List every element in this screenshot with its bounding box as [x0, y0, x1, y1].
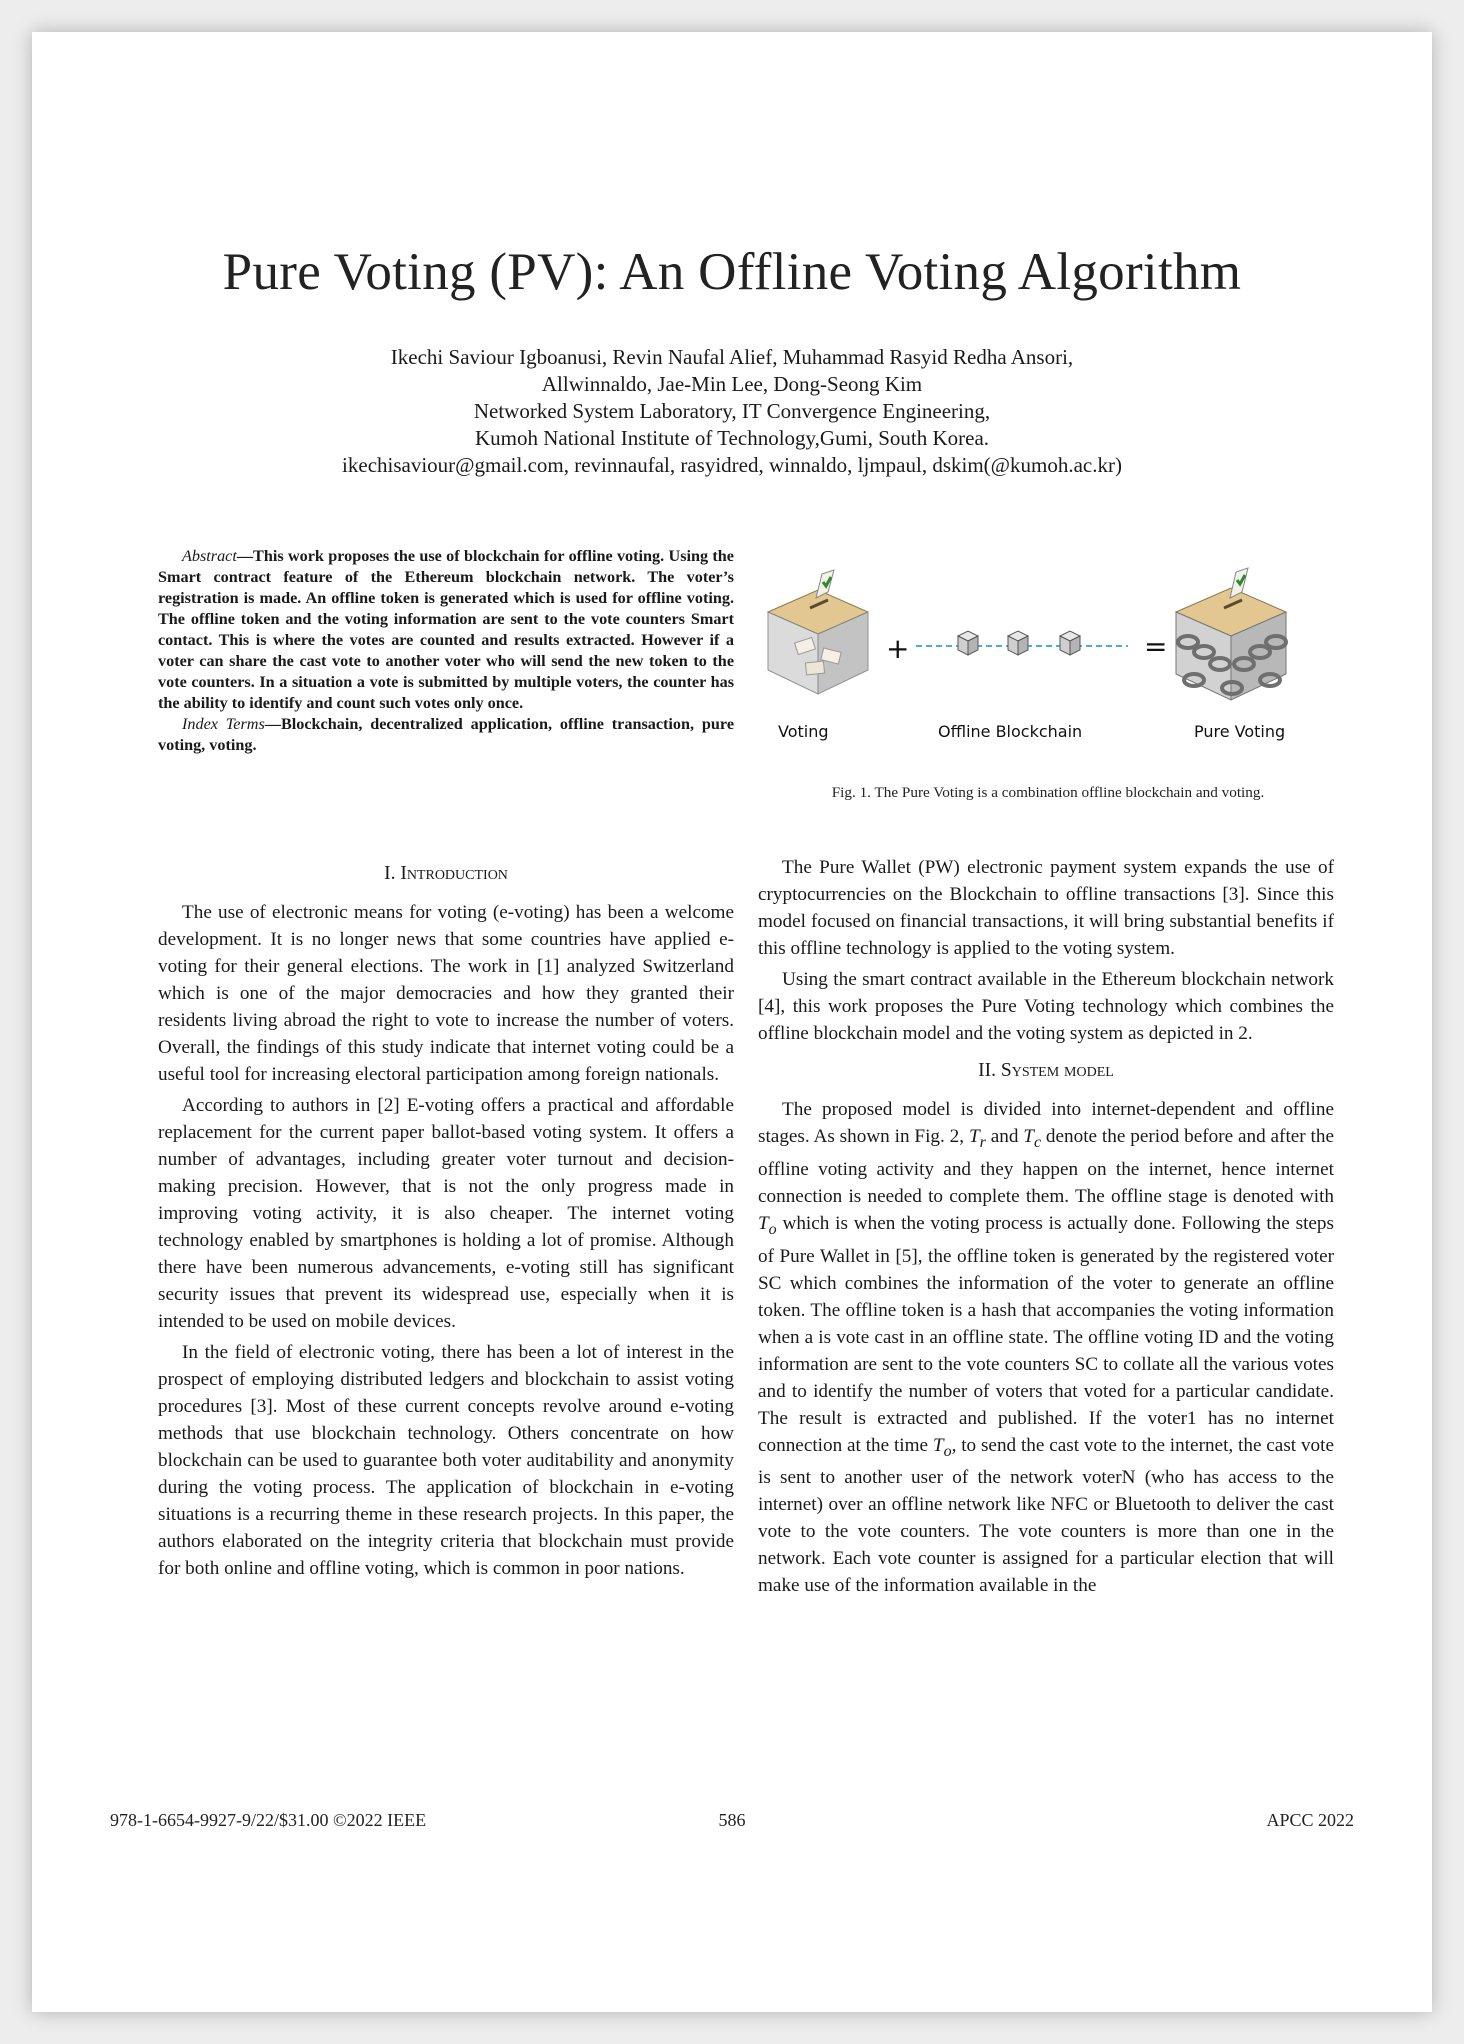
text-run: and: [985, 1126, 1024, 1147]
body-paragraph: Using the smart contract available in the Ethereum blockchain network [4], this work proposes the Pure Voting technology which combines the offline blockchain model and the voting system as depicted in 2.: [758, 969, 1334, 1044]
equals-sign: =: [1144, 630, 1168, 663]
text-run: denote the period before and after the offline voting activity and they happen on the internet, hence internet connection is needed to complete them. The offline stage is denoted with: [758, 1126, 1334, 1207]
math-subscript: r: [979, 1133, 986, 1151]
left-column: [158, 860, 734, 1582]
figure-caption: Fig. 1. The Pure Voting is a combination offline blockchain and voting.: [831, 784, 1265, 801]
section-heading-introduction: I. Introduction: [384, 863, 508, 884]
index-terms-text: —Blockchain, decentralized application, offline transaction, pure voting, voting.: [158, 715, 734, 754]
footer-conference: APCC 2022: [1266, 1810, 1354, 1830]
right-column: [758, 854, 1334, 1599]
section-heading-system-model: II. System model: [978, 1060, 1114, 1081]
plus-sign: +: [886, 632, 910, 665]
math-subscript: o: [768, 1220, 777, 1238]
email-line: ikechisaviour@gmail.com, revinnaufal, rasyidred, winnaldo, ljmpaul, dskim(@kumoh.ac.kr): [342, 453, 1122, 477]
math-symbol: T: [1023, 1126, 1034, 1147]
affiliation-line: Kumoh National Institute of Technology,Gumi, South Korea.: [474, 426, 990, 450]
abstract-text: —This work proposes the use of blockchain for offline voting. Using the Smart contract feature of the Ethereum blockchain network. The voter’s registration is made. An offline token is generated which is used for offline voting. The offline token and the voting information are sent to the vote counters Smart contact. This is where the votes are counted and results extracted. However if a voter can share the cast vote to another voter who will send the new token to the vote counters. In a situation a vote is submitted by multiple voters, the counter has the ability to identify and count such votes only once.: [158, 547, 734, 712]
affiliation-line: Networked System Laboratory, IT Convergence Engineering,: [473, 399, 991, 423]
text-run: , to send the cast vote to the internet, the cast vote is sent to another user of the network voterN (who has access to the internet) over an offline network like NFC or Bluetooth to deliver the cast vote to the vote counters. The vote counters is more than one in the network. Each vote counter is assigned for a particular election that will make use of the information available in the: [758, 1434, 1334, 1597]
blockchain-icon: [916, 631, 1128, 655]
footer-page-number: 586: [718, 1810, 746, 1830]
paper-page: [32, 32, 1432, 2012]
abstract-paragraph: [158, 546, 734, 714]
figure-1: [758, 552, 1338, 822]
math-subscript: c: [1033, 1133, 1042, 1151]
author-line: Allwinnaldo, Jae-Min Lee, Dong-Seong Kim: [541, 372, 923, 396]
body-paragraph: [758, 1096, 1334, 1599]
chained-ballot-box-icon: [1176, 568, 1286, 700]
body-paragraph: According to authors in [2] E-voting offers a practical and affordable replacement for the current paper ballot-based voting system. It offers a number of advantages, including greater voter turnout and decision-making precision. However, that is not the only progress made in improving voting activity, it is also cheaper. The internet voting technology enabled by smartphones is holding a lot of promise. Although there have been numerous advancements, e-voting still has significant security issues that prevent its widespread use, especially when it is intended to be used on mobile devices.: [158, 1095, 734, 1332]
abstract-lead: Abstract: [182, 547, 237, 565]
author-block: [32, 344, 1432, 479]
index-terms-paragraph: [158, 714, 734, 756]
figure-label-pure-voting: Pure Voting: [1194, 722, 1286, 741]
ballot-box-icon: [768, 570, 868, 694]
figure-label-voting: Voting: [778, 722, 829, 741]
paper-title: Pure Voting (PV): An Offline Voting Algorithm: [222, 243, 1242, 301]
author-line: Ikechi Saviour Igboanusi, Revin Naufal Alief, Muhammad Rasyid Redha Ansori,: [390, 345, 1074, 369]
math-symbol: T: [968, 1126, 980, 1147]
math-symbol: T: [932, 1434, 944, 1456]
body-paragraph: The Pure Wallet (PW) electronic payment system expands the use of cryptocurrencies on the Blockchain to offline transactions [3]. Since this model focused on financial transactions, it will bring substantial benefits if this offline technology is applied to the voting system.: [758, 857, 1334, 959]
figure-1-illustration: [758, 552, 1338, 712]
math-symbol: T: [758, 1212, 769, 1234]
text-run: which is when the voting process is actually done. Following the steps of Pure Wallet in [5], the offline token is generated by the registered voter SC which combines the information of the voter to generate an offline token. The offline token is a hash that accompanies the voting information when a is vote cast in an offline state. The offline voting ID and the voting information are sent to the vote counters SC to collate all the various votes and to identify the number of voters that voted for a particular candidate. The result is extracted and published. If the voter1 has no internet connection at the time: [758, 1212, 1334, 1456]
body-paragraph: In the field of electronic voting, there has been a lot of interest in the prospect of employing distributed ledgers and blockchain to assist voting procedures [3]. Most of these current concepts revolve around e-voting methods that use blockchain technology. Others concentrate on how blockchain can be used to guarantee both voter auditability and anonymity during the voting process. The application of blockchain in e-voting situations is a recurring theme in these research projects. In this paper, the authors elaborated on the integrity criteria that blockchain must provide for both online and offline voting, which is common in poor nations.: [158, 1342, 734, 1579]
abstract-section: [158, 546, 734, 756]
text-run: The proposed model is divided into internet-dependent and offline stages. As shown in Fig. 2,: [758, 1099, 1334, 1147]
body-paragraph: The use of electronic means for voting (e-voting) has been a welcome development. It is no longer news that some countries have applied e-voting for their general elections. The work in [1] analyzed Switzerland which is one of the major democracies and how they granted their residents living abroad the right to vote to increase the number of voters. Overall, the findings of this study indicate that internet voting could be a useful tool for increasing electoral participation among foreign nationals.: [158, 902, 734, 1085]
figure-label-blockchain: Offline Blockchain: [938, 722, 1083, 741]
index-terms-lead: Index Terms: [182, 715, 265, 733]
footer-isbn: 978-1-6654-9927-9/22/$31.00 ©2022 IEEE: [110, 1810, 427, 1830]
math-subscript: o: [943, 1442, 952, 1460]
